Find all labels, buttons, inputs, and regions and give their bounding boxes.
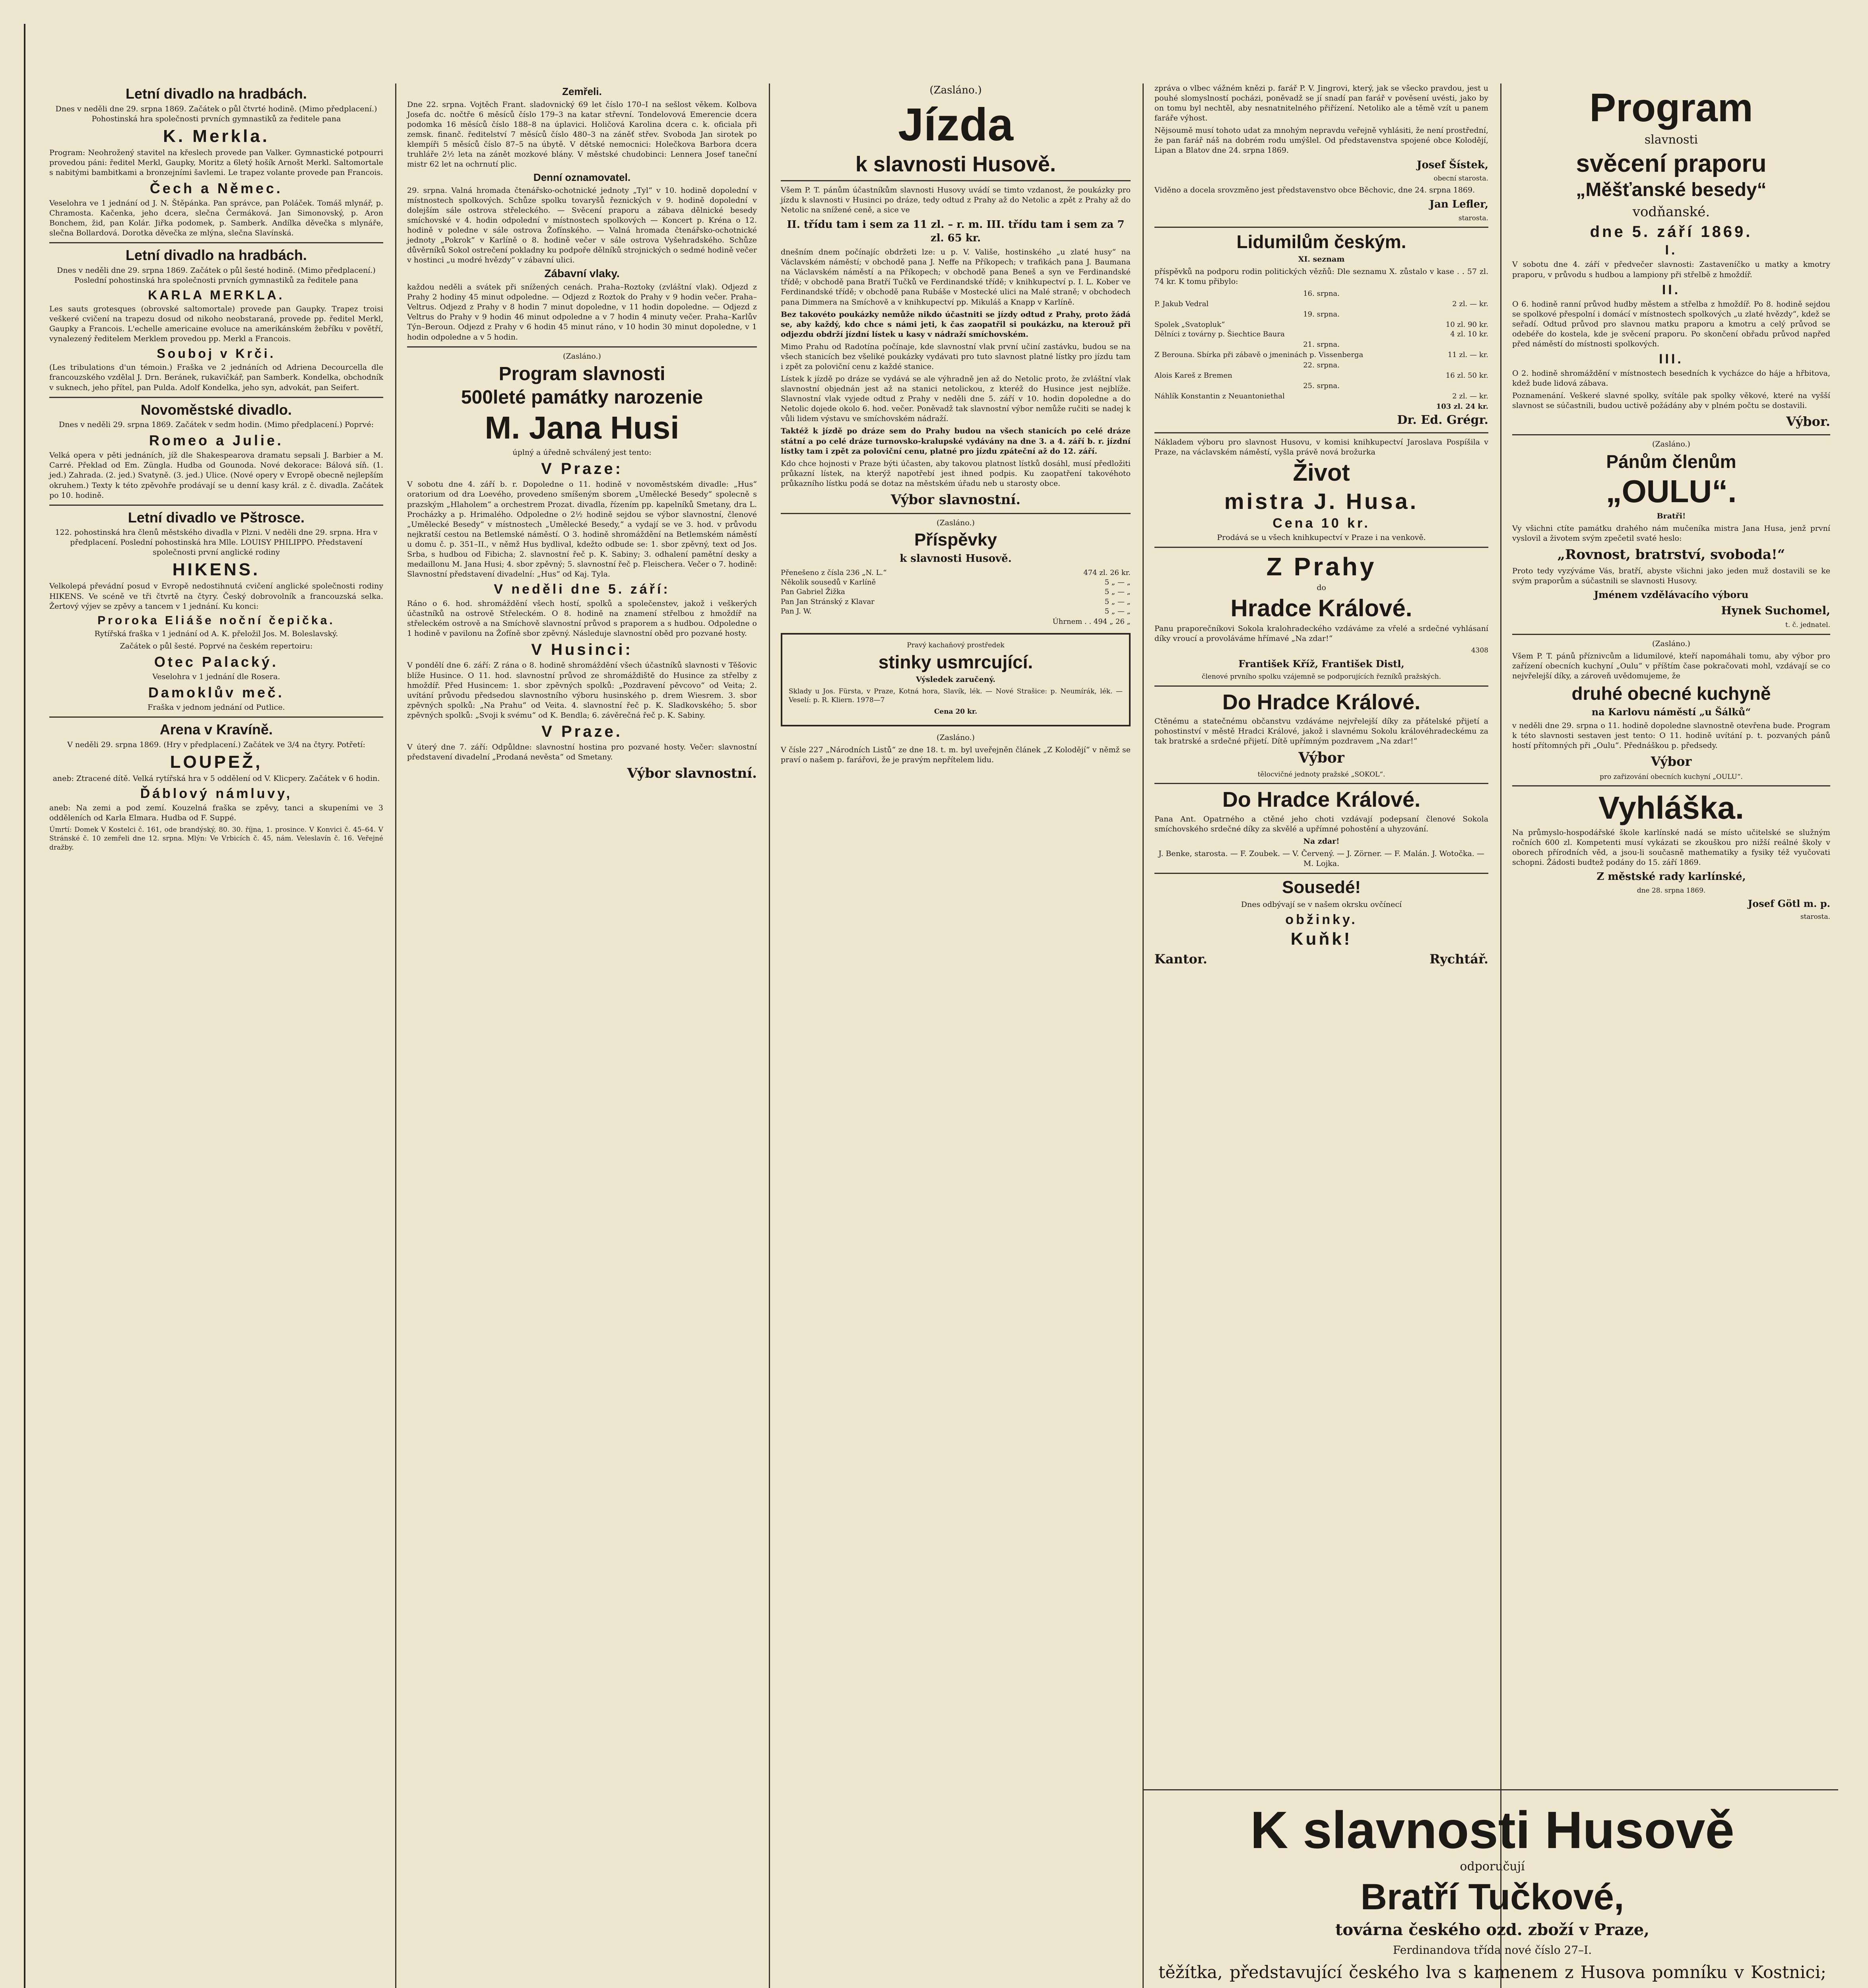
zaslano-label: (Zasláno.): [937, 518, 975, 527]
section-text: Pana Ant. Opatrného a ctěné jeho choti vzdávají podepsaní členové Sokola smíchovského srdečné díky za skvělé a upřímné pohostění a uhyzování.: [1154, 814, 1488, 833]
section-text: Dnes v neděli dne 29. srpna 1869. Začátek o půl šesté hodině. (Mimo předplacení.) Poslední pohostinská hra společnosti prvních gymnastiků za ředitele pana: [57, 266, 376, 285]
section-text: Ctěnému a statečnému občanstvu vzdáváme nejvřelejší díky za přátelské přijetí a pohostinství v městě Hradci Králové, jakož i slavnému Sokolu královéhradeckému za tak bratrské a srdečné přijetí. Dítě upřímným pozdravem „Na zdar!“: [1154, 717, 1488, 746]
divider: [1154, 547, 1488, 548]
notice-title: Z Prahy: [1266, 552, 1377, 581]
signature: Výbor slavnostní.: [627, 765, 757, 782]
signature-rychtar: Rychtář.: [1430, 951, 1488, 967]
section-text: Veselohra ve 1 jednání od J. N. Štěpánka. Pan správce, pan Poláček. Tomáš mlynář, p. Chramosta. Kačenka, jeho dcera, slečna Čermáková. Jan Simonovský, p. Aron Bonchem, žid, pan Kolár. Jiřka podomek, p. Samberk. Andílka děvečka s mlynáře, slečna Bollardová. Dorotka děvečka ze mlýna, slečna Slavínská.: [49, 198, 383, 238]
divider: [1143, 1789, 1838, 1790]
signature: Jménem vzdělávacího výboru: [1594, 589, 1749, 601]
notice-title-sub: do: [1317, 583, 1326, 592]
signature-sub: starosta.: [1458, 214, 1488, 222]
donors-list: [1154, 289, 1488, 412]
section-title: Letní divadlo na hradbách.: [125, 247, 307, 264]
section-text: Velká opera v pěti jednáních, jíž dle Shakespearova dramatu sepsali J. Barbier a M. Carré. Překlad od Em. Züngla. Hudba od Gounoda. Nové dekorace: Bálová síň. (1. jed.) Zahrada. (2. jed.) Svatyně. (3. jed.) Ulice. (Nové opery v Evropě obecně nejlepším okruhem.) Texty k této zpěvohře prodávají se u denní kasy král. z č. divadla. Začátek po 10. hodině.: [49, 451, 383, 500]
section-text: aneb: Na zemi a pod zemí. Kouzelná fraška se zpěvy, tanci a skupeními ve 3 odděleních od Karla Elmara. Hudba od F. Suppé.: [49, 803, 383, 822]
section-text: Rytířská fraška v 1 jednání od A. K. přeložil Jos. M. Boleslavský.: [94, 629, 338, 638]
list-item: P. Jakub Vedral 2 zl. — kr.: [1154, 299, 1488, 308]
section-text: Dnes v neděli 29. srpna 1869. Začátek v sedm hodin. (Mimo předplacení.) Poprvé:: [58, 420, 374, 429]
section-title: Novoměstské divadlo.: [140, 401, 292, 418]
signature: František Kříž, František Distl,: [1238, 658, 1404, 670]
play-title: Romeo a Julie.: [149, 432, 284, 449]
section-text: Všem P. T. pánům účastníkům slavnosti Husovy uvádí se timto vzdanost, že poukázky pro jízdu k slavnosti v Husinci po dráze, tedy odtud z Prahy až do Netolic a zpět z Prahy až do Netolic na snížené ceně, a sice ve: [781, 186, 1131, 215]
column-rule: [1143, 83, 1144, 1988]
signature-sub: tělocvičné jednoty pražské „SOKOL“.: [1257, 770, 1385, 779]
notice-title: Do Hradce Králové.: [1222, 788, 1421, 812]
ad-text: těžítka, představující českého lva s kamenem z Husova pomníku v Kostnici;: [1158, 1962, 1826, 1982]
signature-sub: pro zařizování obecních kuchyní „OULU“.: [1600, 773, 1743, 781]
zaslano-label: (Zasláno.): [1652, 639, 1690, 648]
section-text: Nákladem výboru pro slavnost Husovu, v komisi knihkupectví Jaroslava Pospíšila v Praze, na václavském náměstí, vyšla právě nová brožurka: [1154, 437, 1488, 456]
section-text: Dne 22. srpna. Vojtěch Frant. sladovnický 69 let číslo 170–I na sešlost věkem. Kolbova Josefa dc. nočtře 6 měsíců číslo 179–3 na katar střevní. Tondelovová Emerencie dcera podomka 16 měsíců číslo 188–8 na úplavici. Holičová Karolina dcera c. k. oficiala při zemsk. finanč. ředitelství 7 měsíců číslo 480–3 na záněť střev. Svoboda Jan sirotek po klempíři 5 měsíců číslo 87–5 na úbytě. V dětské nemocnici: Holečkova Barbora dcera truhláře 2½ leta na zánět mozkové blány. V městské chudobinci: Lennera Josef taneční mistr 62 let na ochrnutí plic.: [407, 100, 757, 169]
list-item: Alois Kareš z Bremen 16 zl. 50 kr.: [1154, 371, 1488, 380]
divider: [1154, 873, 1488, 874]
program-part: III.: [1659, 351, 1684, 367]
contributions-list: [781, 568, 1131, 627]
performer-name: HIKENS.: [172, 560, 260, 580]
section-text: Ráno o 6. hod. shromáždění všech hostí, spolků a společenstev, jakož i veškerých účastníků na ostrově Střeleckém. O 8. hodině na znamení střelbou z hmoždíř na střeleckém ostrově a na Smíchově slavnostní průvod s praporem a s hudbou. Odpoledne o 1 hodině v pavilonu na Žofíně sbor zpěvný. Následuje slavnostní oběd pro pozvané hosty.: [407, 599, 757, 638]
section-text: O 6. hodině ranní průvod hudby městem a střelba z hmoždíř. Po 8. hodině sejdou se spolkové přespolní i domácí v místnostech spolkových „u zlaté hvězdy“, kdež se seřadí. Odtud průvod pro slavnou matku praporu a kmotru a celý průvod se odebéře do kostela, kde je svěcení praporu. Po skončení obřadu průvod napřed před náměstí do místnosti spolkových.: [1512, 299, 1830, 348]
section-title: Pánům členům: [1606, 451, 1736, 472]
ad-text: Pravý kachaňový prostředek: [907, 641, 1005, 649]
section-title: Arena v Kravíně.: [159, 721, 273, 738]
ad-address: Ferdinandova třída nové číslo 27–I.: [1393, 1943, 1592, 1957]
program-name: M. Jana Husi: [485, 410, 679, 446]
notice-word: obžinky.: [1285, 912, 1358, 927]
signature-sub: členové prvního spolku vzájemně se podporujících řezníků pražských.: [1201, 673, 1441, 681]
ad-title: stinky usmrcující.: [878, 652, 1033, 673]
ad-firm: továrna českého ozd. zboží v Praze,: [1335, 1920, 1650, 1939]
section-title: „OULU“.: [1606, 474, 1737, 509]
section-text: V sobotu dne 4. září v předvečer slavnosti: Zastaveníčko u matky a kmotry praporu, v průvodu s hudbou a lampiony při střelbě z hmoždíř.: [1512, 260, 1830, 279]
zaslano-label: (Zasláno.): [1652, 439, 1690, 448]
list-item: Pan J. W. 5 „ — „: [781, 607, 1131, 615]
signature-sub: starosta.: [1800, 912, 1830, 921]
section-text: (Les tribulations d'un témoin.) Fraška ve 2 jednáních od Adriena Decourcella dle francouzského vzdělal J. Drn. Beránek, rukavičkář, pan Samberk. Kondelka, obchodník v suknech, jeho přítel, pan Pulda. Adolf Kondelka, jeho syn, advokát, pan Seifert.: [49, 363, 383, 392]
list-item: Spolek „Svatopluk“ 10 zl. 90 kr.: [1154, 320, 1488, 329]
section-text: Veselohra v 1 jednání dle Rosera.: [152, 672, 280, 681]
place-heading: V Praze:: [541, 460, 623, 478]
section-text: Kdo chce hojnosti v Praze býti účasten, aby takovou platnost lístků dosáhl, musí předložiti průkazní lístek, na kterýž napotřebí jest ihned podpis. Ku zaopatření takovéhoto průkazního lístku podá se dotaz na městském úřadu neb u starosty obce.: [781, 459, 1131, 488]
zaslano-label: (Zasláno.): [563, 351, 601, 361]
zaslano-label: (Zasláno.): [937, 733, 975, 742]
section-text: Mimo Prahu od Radotína počínaje, kde slavnostní vlak první učiní zastávku, budou se na všech stanicích bez všeliké poukázky vydávati pro tuto slavnost platné lístky pro jízdu tam i zpět za poloviční cenu z každé stanice.: [781, 342, 1131, 371]
section-text: Dnes v neděli dne 29. srpna 1869. Začátek o půl čtvrté hodině. (Mimo předplacení.) Pohostinská hra společnosti prvních gymnastiků za ředitele pana: [55, 104, 377, 123]
column-rule: [1500, 83, 1501, 1988]
section-text: V neděli 29. srpna 1869. (Hry v předplacení.) Začátek ve 3/4 na čtyry. Potřetí:: [67, 740, 365, 749]
list-item: Pan Jan Stránský z Klavar 5 „ — „: [781, 597, 1131, 606]
ad-company: Bratří Tučkové,: [1360, 1876, 1624, 1917]
section-text: 122. pohostinská hra členů městského divadla v Plzni. V neděli dne 29. srpna. Hra v předplacení. Poslední pohostinská hra Mlle. LOUISY PHILIPPO. Představení společnosti první anglické rodiny: [55, 528, 378, 557]
signature-sub: obecní starosta.: [1433, 174, 1488, 182]
column-announcements: [399, 83, 765, 1988]
signature: Výbor: [1651, 754, 1692, 769]
place-heading: V Praze.: [541, 722, 623, 740]
place-heading: V Husinci:: [531, 641, 633, 659]
list-item: Pan Gabriel Žižka 5 „ — „: [781, 588, 1131, 596]
section-text: příspěvků na podporu rodin politických vězňů: Dle seznamu X. zůstalo v kase . . 57 zl. 74 kr. K tomu přibylo:: [1154, 267, 1488, 286]
section-title: Letní divadlo ve Pštrosce.: [128, 509, 305, 526]
section-text: Začátek o půl šesté. Poprvé na českém repertoiru:: [120, 641, 313, 650]
divider: [1154, 227, 1488, 228]
section-subtitle: Bratři!: [1657, 512, 1686, 521]
notice-title: Do Hradce Králové.: [1222, 690, 1421, 714]
section-text: aneb: Ztracené dítě. Velká rytířská hra v 5 oddělení od V. Klicpery. Začátek v 6 hodin.: [52, 774, 380, 783]
section-title: Letní divadlo na hradbách.: [125, 85, 307, 102]
section-text: Všem P. T. pánů příznivcům a lidumilové, kteří napomáhali tomu, aby výbor pro zařízení obecních kuchyní „Oulu“ v příštím čase pokračovati mohl, vzdávají se co nejvřelejší díky, a zároveň uvědomujeme, že: [1512, 651, 1830, 680]
divider: [1512, 634, 1830, 635]
signature: Josef Götl m. p.: [1748, 898, 1830, 910]
list-item: Náhlík Konstantin z Neuantoniethal 2 zl. — kr.: [1154, 392, 1488, 401]
donors-total: 103 zl. 24 kr.: [1436, 402, 1488, 411]
price-list: II. třídu tam i sem za 11 zl. – r. m. III. třídu tam i sem za 7 zl. 65 kr.: [787, 218, 1125, 244]
list-date: 25. srpna.: [1303, 382, 1340, 390]
section-text: úplný a úředně schválený jest tento:: [512, 448, 652, 457]
section-text: Program: Neohrožený stavitel na křeslech provede pan Valker. Gymnastické potpourri provedou páni: ředitel Merkl, Gaupky, Moritz a 6letý hošík Arnošt Merkl. Saltomortale s nabitými bambitkami a bronzejními šavlemi. Le trapez volante provede pan Francois.: [49, 148, 383, 177]
notice-title: Sousedé!: [1282, 878, 1361, 897]
divider: [1512, 434, 1830, 435]
section-subtitle: XI. seznam: [1298, 254, 1345, 264]
newspaper-page: [24, 24, 1838, 1988]
date-heading: V neděli dne 5. září:: [494, 582, 670, 597]
divider: [1154, 783, 1488, 784]
column-rule: [769, 83, 770, 1988]
motto: „Rovnost, bratrství, svoboda!“: [1557, 547, 1785, 563]
section-text: O 2. hodině shromáždění v místnostech besedních k vycházce do háje a hřbitova, kdež bude lidová zábava.: [1512, 369, 1830, 388]
notice-number: 4308: [1471, 646, 1488, 655]
program-subtitle: vodňanské.: [1632, 204, 1710, 220]
ad-title: K slavnosti Husově: [1250, 1801, 1734, 1859]
signature-kantor: Kantor.: [1154, 951, 1207, 967]
section-subtitle: na Karlovu náměstí „u Šálků“: [1591, 706, 1751, 718]
program-subtitle: svěcení praporu: [1576, 149, 1767, 177]
section-text: Panu praporečníkovi Sokola kralohradeckého vzdáváme za vřelé a srdečné vyhlásaní díky vroucí a provoláváme hřímavé „Na zdar!“: [1154, 624, 1488, 643]
program-title: Program slavnosti: [499, 363, 665, 384]
list-date: 19. srpna.: [1303, 310, 1340, 318]
divider: [1154, 685, 1488, 687]
program-title: Program: [1589, 85, 1753, 130]
section-text: Fraška v jednom jednání od Putlice.: [147, 703, 285, 712]
section-title: druhé obecné kuchyně: [1571, 683, 1771, 704]
play-title: Damoklův meč.: [148, 684, 285, 701]
play-title: Otec Palacký.: [154, 653, 279, 670]
tuckove-ad: [1146, 1801, 1838, 1988]
list-item: Několik sousedů v Karlíně 5 „ — „: [781, 578, 1131, 586]
jizda-subtitle: k slavnosti Husově.: [855, 152, 1056, 176]
list-date: 16. srpna.: [1303, 289, 1340, 298]
section-text: Vy všichni ctíte památku drahého nám mučeníka mistra Jana Husa, jenž první vyslovil a životem svým zpečetil svaté heslo:: [1512, 524, 1830, 543]
list-item: Dělníci z továrny p. Šiechtice Baura 4 zl. 10 kr.: [1154, 330, 1488, 339]
divider: [49, 397, 383, 398]
contributions-subtitle: k slavnosti Husově.: [900, 553, 1012, 565]
column-theatre: [41, 83, 391, 1988]
column-rule: [395, 83, 396, 1988]
section-text: Na průmyslo-hospodářské škole karlínské nadá se místo učitelské se služným ročních 600 zl. Kompetenti musí vykázati se zkouškou pro nižší reálné školy v oborech přírodních věd, a jsou-li současně mathematiky a fysiky též vyučovati schopni. Žádosti budtež podány do 15. září 1869.: [1512, 828, 1830, 867]
divider: [49, 242, 383, 243]
section-text: každou neděli a svátek při snížených cenách. Praha–Roztoky (zvláštní vlak). Odjezd z Prahy 2 hodiny 45 minut odpoledne. — Odjezd z Roztok do Prahy v 9 hodin večer. Praha–Veltrus. Odjezd z Prahy v 8 hodin 7 minut dopoledne, v 11 hodin dopoledne. — Odjezd z Veltrus do Prahy v 9 hodin 46 minut odpoledne a v 7 hodin 4 minuty večer. Praha–Karlův Týn–Beroun. Odjezd z Prahy v 6 hodin 45 minut ráno, v 10 hodin 30 minut dopoledne, v 1 hodin odpoledne a v 5 hodin.: [407, 283, 757, 342]
section-title: Zábavní vlaky.: [544, 267, 620, 280]
signature-row: [1154, 951, 1488, 968]
signature: Z městské rady karlínské,: [1596, 871, 1746, 883]
play-title: Proroka Eliáše noční čepička.: [97, 613, 335, 627]
program-subtitle: slavnosti: [1644, 133, 1698, 147]
divider: [781, 513, 1131, 514]
section-text: Proto tedy vyzýváme Vás, bratří, abyste všichni jako jeden muž dostavili se ke svým praporům a súčastnili se slavnosti Husovy.: [1512, 567, 1830, 586]
contributions-title: Příspěvky: [914, 530, 997, 549]
signature-date: dne 28. srpna 1869.: [1637, 886, 1706, 895]
jizda-title: Jízda: [898, 99, 1014, 151]
performer-name: KARLA MERKLA.: [148, 288, 285, 303]
play-title: Čech a Němec.: [149, 180, 283, 196]
stinky-ad-box: [781, 633, 1131, 726]
section-title: Zemřeli.: [562, 85, 602, 97]
section-text: Les sauts grotesques (obrovské saltomortale) provede pan Gaupky. Trapez troisi veškeré cvičení na trapezu dosud od nikoho neobstaraná, provede pp. ředitel Merkl, Gaupky a Francois. L'echelle americaine evoluce na amerikánském žebříku v povětří, vynalezený ředitelem Merklem provedou pp. Merkl a Francois.: [49, 305, 383, 344]
section-text: Viděno a docela srovzměno jest představenstvo obce Běchovic, dne 24. srpna 1869.: [1154, 186, 1475, 195]
signature: J. Benke, starosta. — F. Zoubek. — V. Červený. — J. Zörner. — F. Malán. J. Wotočka. — M. Lojka.: [1158, 849, 1484, 868]
notice-cry: Kuňk!: [1290, 929, 1352, 949]
program-date: dne 5. září 1869.: [1590, 223, 1753, 241]
contributions-total: Úhrnem . . 494 „ 26 „: [1052, 617, 1131, 626]
program-title: 500leté památky narozenie: [461, 386, 703, 408]
column-program: [1504, 83, 1838, 1797]
signature: Výbor: [1298, 749, 1344, 767]
section-title: Lidumilům českým.: [1236, 231, 1406, 252]
section-text: V úterý dne 7. září: Odpůldne: slavnostní hostina pro pozvané hosty. Večer: slavnostní představení divadelní „Prodaná nevěsta“ od Smetany.: [407, 742, 757, 762]
signature: Hynek Suchomel,: [1721, 604, 1830, 617]
section-text: Prodává se u všech knihkupectví v Praze i na venkově.: [1217, 533, 1426, 542]
section-text: zpráva o vlbec vážném knězi p. farář P. V. Jingrovi, který, jak se všecko pravdou, jest u pouhé slomyslností pocházi, poněvadž se jí snadí pan farář v pověsení uvésti, jako by on tomu byl nechtěl, aby nesnatnitelného přiřízení. Netoliko ale a těmě vzít u panem faráře výhost.: [1154, 84, 1488, 123]
section-text: V pondělí dne 6. září: Z rána o 8. hodině shromáždění všech účastníků slavnosti v Těšovic blíže Husince. O 11. hod. slavnostní průvod ze shromáždiště do Husince za střelby z hmoždíř. Před Husincem: 1. sbor zpěvných spolků: „Pozdravení pěvcovo“ od Veita; 2. uvítání průvodu předsedou slavnostního výboru husinského p. drem Wiesrem. 3. sbor zpěvných spolků: „Na Prahu“ od Veita. 4. slavnostní řeč p. K. Sladkovského; 5. sbor zpěvných spolků: „Svoji k svému“ od K. Bendla; 6. závěrečná řeč p. K. Sabiny.: [407, 661, 757, 720]
divider: [49, 716, 383, 718]
section-text: V sobotu dne 4. září b. r. Dopoledne o 11. hodině v novoměstském divadle: „Hus“ oratorium od dra Loevého, provedeno smíšeným sborem „Umělecké Besedy“ spolecně s prazským „Hlaholem“ a orchestrem Prozat. divadla, řízením pp. kapelníků Smetany, dra L. Procházky a p. Hrimalého. Odpoledne o 2½ hodině sejdou se výbor slavnostní, členové „Umělecké Besedy“ v místnostech „Umělecké Besedy,“ a vydají se ve 3. hod. v průvodu nejkratší cestou na Betlemské náměstí. O 3. hodině shromáždění na Betlemském náměstí u domu č. p. 351–II., v němž Hus bydlival, kdežto odbude se: 1. sbor zpěvný, text od Jos. Srba, s hudbou od Fibicha; 2. slavnostní řeč p. K. Sabiny; 3. odhalení pamětní desky a medaillonu M. Jana Husi; 4. sbor zpěvný; 5. slavnostní řeč p. Fleischera. Večer o 7. hodině: Slavnostní představení divadelní: „Hus“ od Kaj. Tyla.: [407, 480, 757, 579]
program-part: I.: [1665, 243, 1678, 258]
divider: [407, 346, 757, 348]
column-jizda: [773, 83, 1139, 1988]
performer-name: K. Merkla.: [163, 126, 270, 146]
section-text: V čísle 227 „Národních Listů“ ze dne 18. t. m. byl uveřejněn článek „Z Kolodějí“ v němž se praví o našem p. farářovi, že je pravým nepřítelem lidu.: [781, 746, 1131, 765]
section-text: dnešním dnem počínajíc obdržeti lze: u p. V. Vališe, hostinského „u zlaté husy“ na Václavském náměstí; v obchodě pana J. Neffe na Příkopech; v trafikách pana J. Baumana na Václavském náměstí a na Příkopech; v obchodě pana Beneš a syn ve Ferdinandské třídě; v obchodě pana Bratří Tučků ve Ferdinandské třídě; v knihkupectví p. I. L. Kober ve Ferdinandské třídě; v obchodě pana Rubáše v Mostecké ulici na Malé straně; v obchodech pana Dimmera na Smíchově a v knihkupectví pp. Mikuláš a Knapp v Karlíně.: [781, 248, 1131, 307]
divider: [781, 180, 1131, 181]
play-title: LOUPEŽ,: [170, 752, 263, 772]
warning-text: Bez takovéto poukázky nemůže nikdo účastniti se jízdy odtud z Prahy, proto žádá se, aby každý, kdo chce s námi jeti, k čas zaopatřil si poukázku, na kterouž při odjezdu obdrží jízdní lístek u kasy v nádraží smíchovském.: [781, 310, 1131, 339]
list-date: 22. srpna.: [1303, 361, 1340, 370]
section-text: 29. srpna. Valná hromada čtenářsko-ochotnické jednoty „Tyl“ v 10. hodině dopolední v místnostech spolkových. Schůze spolku tovaryšů řeznických v 9. hodině dopolední v dolejším sále ostrova střeleckého. — Svěcení praporu a zábava dělnické besedy smíchovské v 4. hodin odpolední v místnostech spolkových — Koncert p. Kréna o 12. hodině v poledne v sále ostrova Žofínského. — Valná hromada čtenářsko-ochotnické jednoty „Pokrok“ v Karlíně o 8. hodině večer v sále ostrova Vyšehradského. Schůze důvěrníků Sokol ostrečení pokladny ku podpoře dělníků strojnických o sedmé hodině večer v hostinci „u modré hvězdy“ v zábavní ulici.: [407, 186, 757, 265]
signature: Jan Lefler,: [1429, 198, 1488, 211]
section-text: Velkolepá převádní posud v Evropě nedostihnutá cvičení anglické společnosti rodiny HIKENS. Ve scéně ve tři čtvrtě na čtyry. Český dobrovolník a francouzská selka. Žertový výjev se zpěvy a tancem v 1 jednání. Ku konci:: [49, 582, 383, 611]
zaslano-label: (Zasláno.): [929, 84, 982, 96]
section-text: Dnes odbývají se v našem okrsku ovčínecí: [1241, 900, 1402, 909]
program-subtitle: „Měšťanské besedy“: [1576, 179, 1767, 200]
book-title: Život: [1293, 459, 1350, 486]
signature-sub: t. č. jednatel.: [1785, 621, 1830, 629]
ad-text: Sklady u Jos. Fürsta, v Praze, Kotná hora, Slavík, lék. — Nové Strašice: p. Neumírák, lék. — Veselí: p. R. Kliern. 1978—7: [789, 687, 1123, 705]
ad-subtitle: Výsledek zaručený.: [916, 675, 996, 684]
play-title: Ďáblový námluvy,: [140, 786, 293, 801]
column-notices: [1146, 83, 1496, 1797]
signature: Josef Šístek,: [1417, 159, 1488, 171]
section-text: Lístek k jízdě po dráze se vydává se ale výhradně jen až do Netolic proto, že zvláštní vlak slavnostní objednán jest až na stanici netolickou, z kteréž do Husince jest nejblíže. Slavnostní vlak vyjede odtud z Prahy v neděli dne 5. září v 10. hodin dopoledne a do Netolic dojede okolo 6. hod. večer. Poněvadž tak slavnostní výbor nemůže ručiti se nadej k vůli lidem výstavu ve smíchovském nádraží.: [781, 375, 1131, 423]
book-price: Cena 10 kr.: [1272, 515, 1370, 531]
book-subject: mistra J. Husa.: [1224, 488, 1419, 514]
program-part: II.: [1662, 282, 1681, 297]
ad-price: Cena 20 kr.: [934, 707, 978, 716]
list-item: Přenešeno z čísla 236 „N. L.“ 474 zl. 26 kr.: [781, 568, 1131, 577]
divider: [1512, 785, 1830, 786]
play-title: Souboj v Krči.: [157, 346, 276, 361]
signature: Výbor slavnostní.: [890, 491, 1021, 508]
notice-title: Hradce Králové.: [1230, 595, 1412, 622]
notice-cry: Na zdar!: [1303, 837, 1340, 846]
section-title: Denní oznamovatel.: [533, 171, 631, 184]
list-date: 21. srpna.: [1303, 340, 1340, 349]
divider: [49, 505, 383, 506]
section-text: v neděli dne 29. srpna o 11. hodině dopoledne slavnostně otevřena bude. Program k této slavnosti sestaven jest tento: O 11. hodině uvítání p. t. pozvaných pánů hostí přítomných při „Oulu“. Přednáškou p. předsedy.: [1512, 721, 1830, 750]
section-text: Úmrtí: Domek V Kostelci č. 161, ode brandýský, 80. 30. října, 1. prosince. V Konvici č. 45–64. V Stránské č. 10 zemřeli dne 12. srpna. Mlýn: Ve Vrbicích č. 45, nám. Veleslavín č. 16. Veřejné dražby.: [49, 825, 383, 852]
ad-subtitle: odporučují: [1460, 1860, 1525, 1874]
section-title: Vyhláška.: [1598, 790, 1744, 826]
signature: Výbor.: [1786, 414, 1830, 429]
warning-text: Taktéž k jízdě po dráze sem do Prahy budou na všech stanicích po celé dráze státní a po celé dráze turnovsko-kralupské vydávány na dne 3. a 4. září b. r. jízdní lístky tam i zpět za poloviční cenu, platné pro jízdu zpáteční až do 12. září.: [781, 427, 1131, 456]
section-text: Poznamenání. Veškeré slavné spolky, svítále pak spolky věkové, které na vyšší slavnost se súčastnili, budou uctivě požádány aby v plném počtu se dostavili.: [1512, 391, 1830, 410]
list-item: Z Berouna. Sbírka při zábavě o jmeninách p. Vissenberga 11 zl. — kr.: [1154, 351, 1488, 359]
section-text: Nějsoumě musí tohoto udat za mnohým nepravdu veřejně vyhlásiti, že není prostřední, že pan farář náš na dobrém rodu umýšlel. Od představenstva spojené obce Kolodějí, Lipan a Blatov dne 24. srpna 1869.: [1154, 126, 1488, 155]
signature: Dr. Ed. Grégr.: [1397, 413, 1488, 427]
divider: [1154, 432, 1488, 433]
